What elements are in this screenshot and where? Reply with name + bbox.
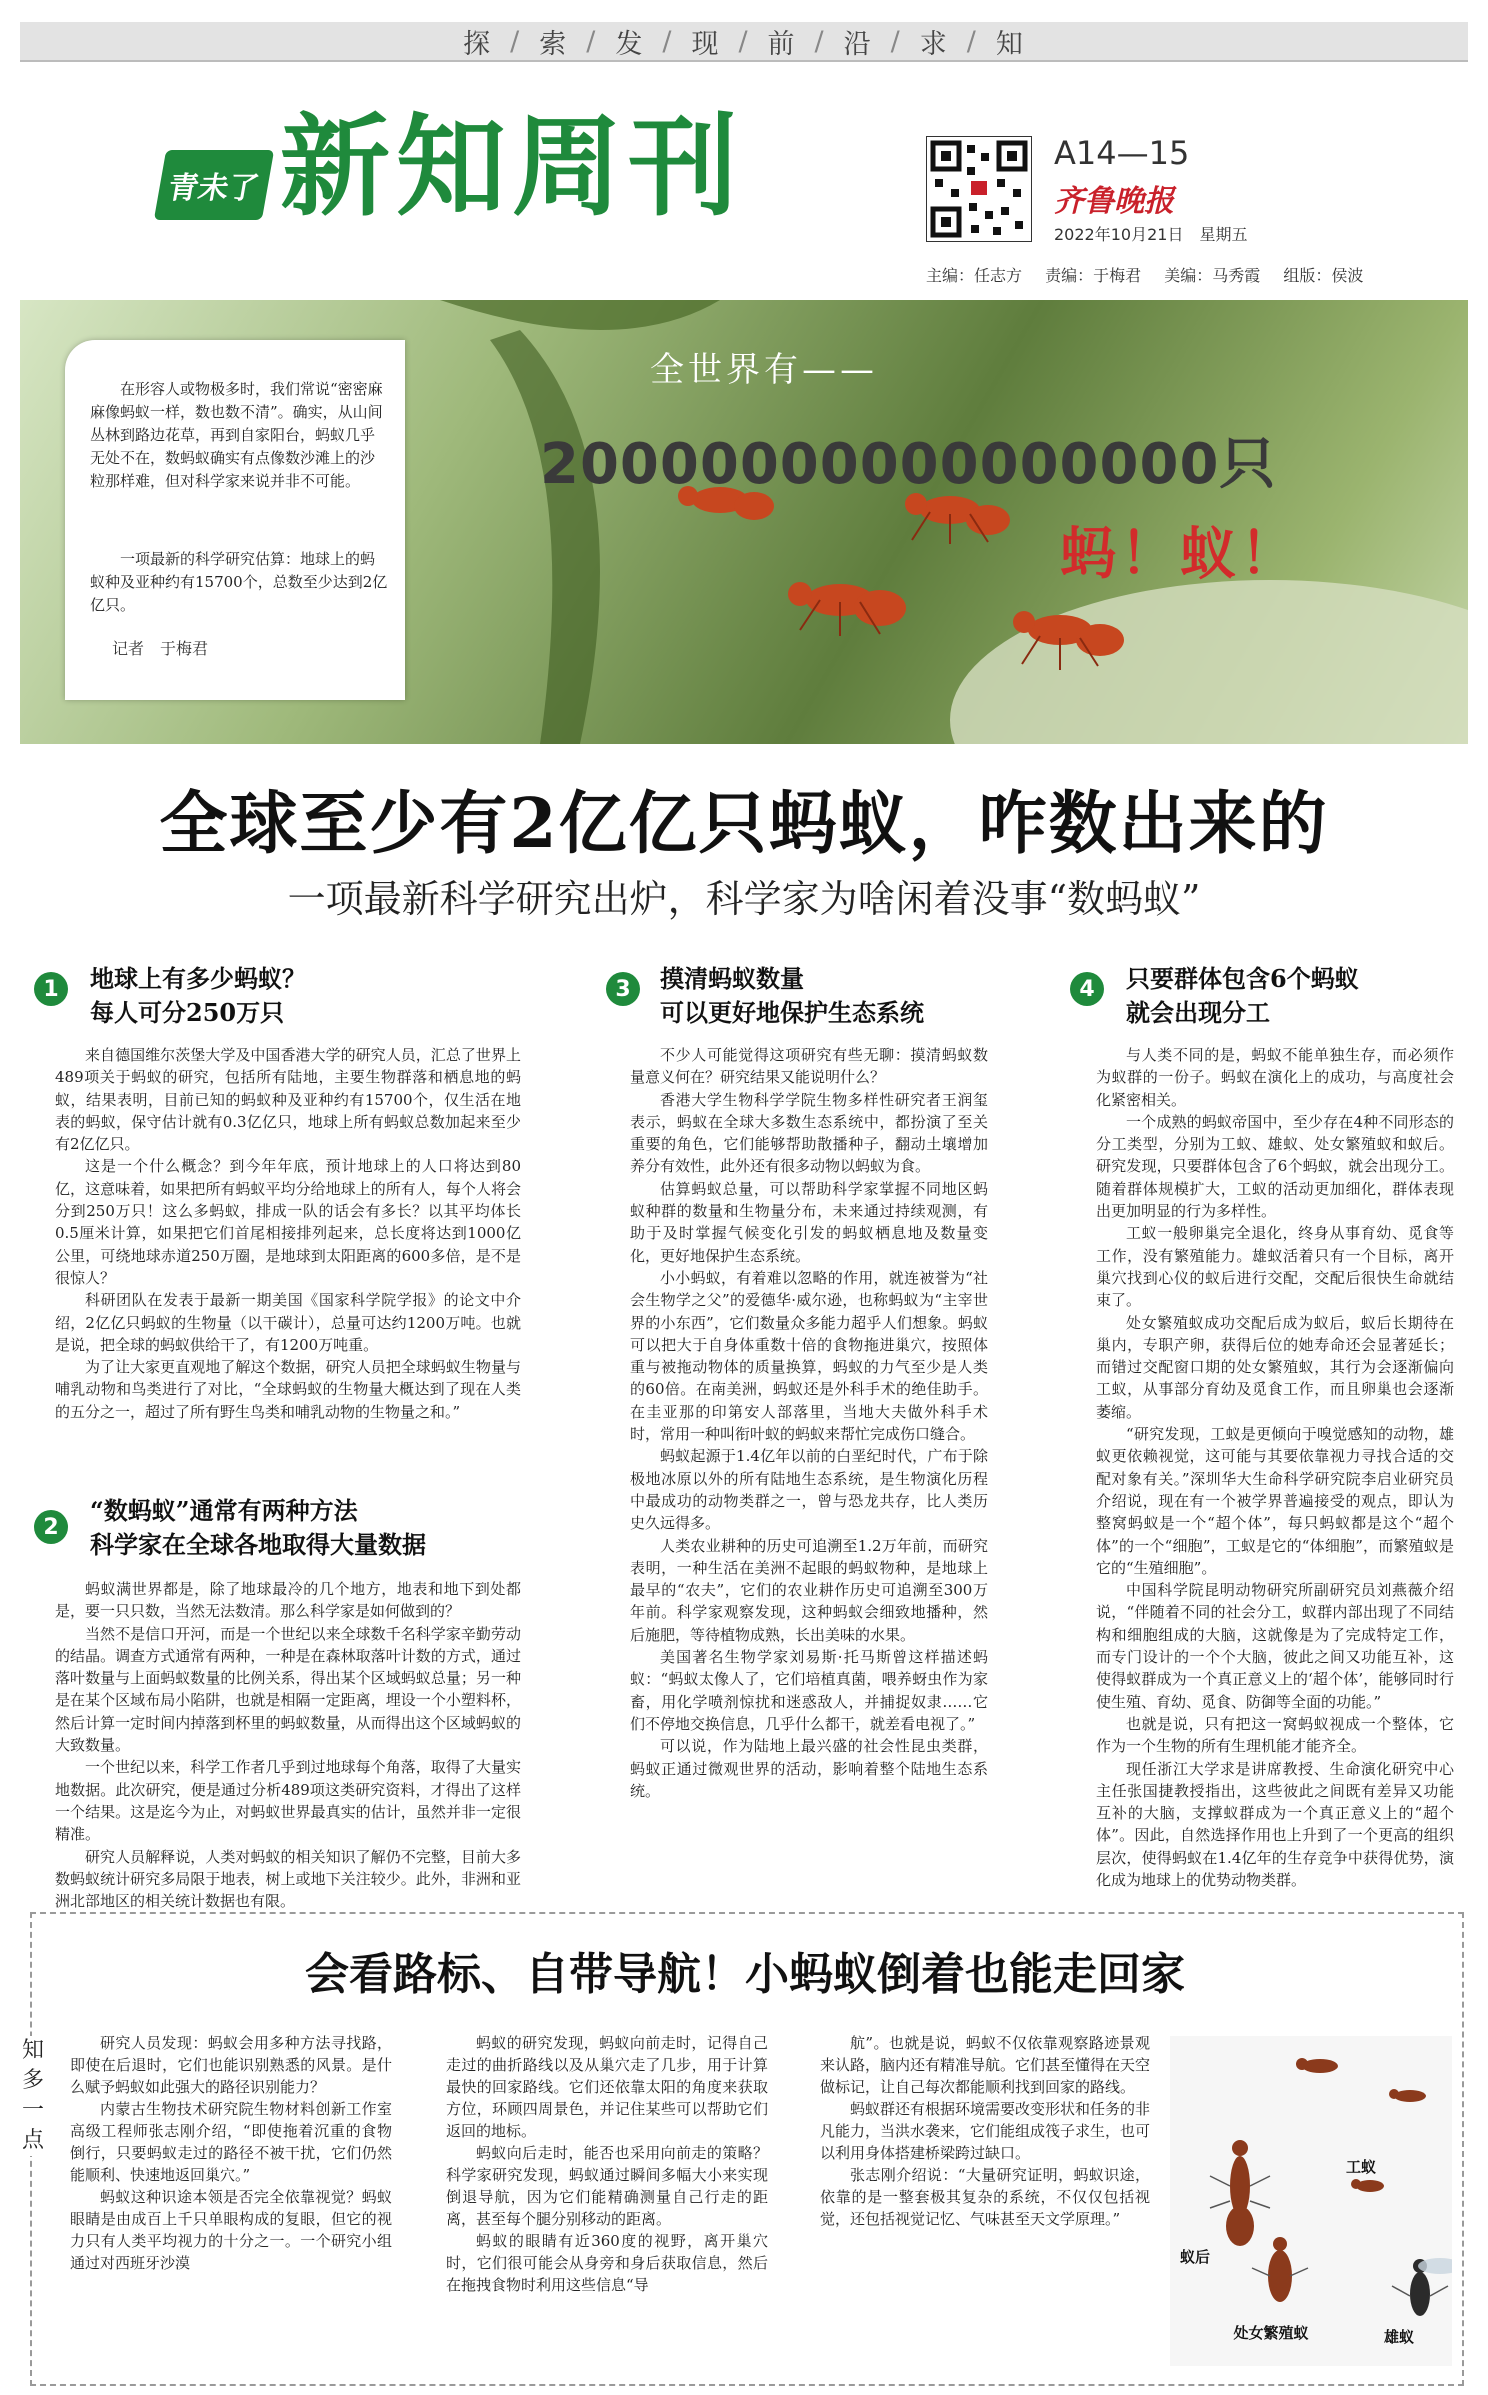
paragraph: 张志刚介绍说：“大量研究证明，蚂蚁识途，依靠的是一整套极其复杂的系统，不仅仅包括视觉，还包括视觉记忆、气味甚至天文学原理。”: [820, 2166, 1150, 2228]
paragraph: 研究人员解释说，人类对蚂蚁的相关知识了解仍不完整，目前大多数蚂蚁统计研究多局限于地表，树上或地下关注较少。此外，非洲和亚洲北部地区的相关统计数据也有限。: [55, 1847, 521, 1911]
paragraph: 与人类不同的是，蚂蚁不能单独生存，而必须作为蚁群的一份子。蚂蚁在演化上的成功，与高度社会化紧密相关。: [1096, 1046, 1454, 1109]
section-title-line: 摸清蚂蚁数量: [660, 964, 804, 993]
box-column: [820, 2032, 1150, 2230]
qr-code-icon[interactable]: [926, 136, 1032, 242]
paragraph: 蚂蚁满世界都是，除了地球最冷的几个地方，地表和地下到处都是，要一只只数，当然无法数清。那么科学家是如何做到的？: [55, 1580, 521, 1621]
issue-date: 2022年10月21日 星期五: [1054, 225, 1248, 244]
paragraph: 航”。也就是说，蚂蚁不仅依靠观察路迹景观来认路，脑内还有精准导航。它们甚至懂得在天空做标记，让自己每次都能顺利找到回家的路线。: [820, 2034, 1151, 2096]
paragraph: 人类农业耕种的历史可追溯至1.2万年前，而研究表明，一种生活在美洲不起眼的蚂蚁物种，是地球上最早的“农夫”，它们的农业耕作历史可追溯至300万年前。科学家观察发现，这种蚂蚁会细致地播种，然后施肥，等待植物成熟，长出美味的水果。: [630, 1536, 988, 1644]
slogan-char: 求: [919, 28, 949, 60]
slogan-char: 前: [767, 28, 797, 60]
paragraph: 蚂蚁向后走时，能否也采用向前走的策略？科学家研究发现，蚂蚁通过瞬间多幅大小来实现倒退导航，因为它们能精确测量自己行走的距离，甚至每个腿分别移动的距离。: [446, 2144, 768, 2228]
section-title-line: 只要群体包含6个蚂蚁: [1126, 964, 1359, 993]
section-body: [55, 1578, 521, 1912]
ant-castes-image: [1170, 2036, 1452, 2366]
paragraph: 蚂蚁的研究发现，蚂蚁向前走时，记得自己走过的曲折路线以及从巢穴走了几步，用于计算最快的回家路线。它们还依靠太阳的角度来获取方位，环顾四周景色，并记住某些可以帮助它们返回的地标。: [446, 2034, 768, 2140]
staff-item: 组版：侯波: [1283, 266, 1364, 285]
section-number: 2: [34, 1510, 68, 1544]
paragraph: 科研团队在发表于最新一期美国《国家科学院学报》的论文中介绍，2亿亿只蚂蚁的生物量（以干碳计），总量可达约1200万吨。也就是说，把全球的蚂蚁供给干了，有1200万吨重。: [55, 1291, 521, 1354]
section-title-line: 地球上有多少蚂蚁？: [90, 964, 306, 993]
section-title-line: 可以更好地保护生态系统: [660, 998, 924, 1027]
hero-number: 20000000000000000只: [540, 432, 1277, 497]
paragraph: 蚂蚁起源于1.4亿年以前的白垩纪时代，广布于除极地冰原以外的所有陆地生态系统，是生物演化历程中最成功的动物类群之一，曾与恐龙共存，比人类历史久远得多。: [630, 1447, 988, 1533]
section-body: [630, 1044, 988, 1802]
intro-paragraph: 在形容人或物极多时，我们常说“密密麻麻像蚂蚁一样，数也数不清”。确实，从山间丛林到路边花草，再到自家阳台，蚂蚁几乎无处不在，数蚂蚁确实有点像数沙滩上的沙粒那样难，但对科学家来说并非不可能。: [90, 380, 383, 490]
section-number: 3: [606, 972, 640, 1006]
hero-exclaim: 蚂！蚁！: [1060, 522, 1300, 587]
paragraph: 内蒙古生物技术研究院生物材料创新工作室高级工程师张志刚介绍，“即使拖着沉重的食物倒行，只要蚂蚁走过的路径不被干扰，它们仍然能顺利、快速地返回巢穴。”: [70, 2100, 392, 2184]
paragraph: 不少人可能觉得这项研究有些无聊：摸清蚂蚁数量意义何在？研究结果又能说明什么？: [630, 1046, 988, 1087]
box-column: [446, 2032, 768, 2296]
paragraph: 蚂蚁这种识途本领是否完全依靠视觉？蚂蚁眼睛是由成百上千只单眼构成的复眼，但它的视力只有人类平均视力的十分之一。一个研究小组通过对西班牙沙漠: [70, 2188, 392, 2272]
paragraph: 美国著名生物学家刘易斯·托马斯曾这样描述蚂蚁：“蚂蚁太像人了，它们培植真菌，喂养蚜虫作为家畜，用化学喷剂惊扰和迷惑敌人，并捕捉奴隶……它们不停地交换信息，几乎什么都干，就差看电视了。”: [630, 1648, 988, 1733]
paragraph: 现任浙江大学求是讲席教授、生命演化研究中心主任张国捷教授指出，这些彼此之间既有差异又功能互补的大脑，支撑蚁群成为一个真正意义上的“超个体”。因此，自然选择作用也上升到了一个更高的组织层次，使得蚂蚁在1.4亿年的生存竞争中获得优势，演化成为地球上的优势动物类群。: [1096, 1759, 1454, 1889]
brand-logo: 青未了: [154, 150, 274, 220]
section-title-line: 科学家在全球各地取得大量数据: [90, 1530, 426, 1559]
ant-label: 蚁后: [1180, 2248, 1211, 2266]
section-title: [660, 962, 924, 1030]
paragraph: 研究人员发现：蚂蚁会用多种方法寻找路，即使在后退时，它们也能识别熟悉的风景。是什么赋予蚂蚁如此强大的路径识别能力？: [70, 2034, 392, 2096]
section-number: 1: [34, 972, 68, 1006]
hero-subtitle: 全世界有——: [650, 350, 878, 390]
ant-label: 处女繁殖蚁: [1233, 2324, 1309, 2342]
sub-headline: 一项最新科学研究出炉，科学家为啥闲着没事“数蚂蚁”: [287, 877, 1201, 921]
staff-item: 责编：于梅君: [1045, 266, 1142, 285]
ant-label: 工蚁: [1346, 2158, 1377, 2176]
slogan-char: 发: [615, 28, 645, 60]
section-body: [55, 1044, 521, 1423]
paragraph: 蚂蚁群还有根据环境需要改变形状和任务的非凡能力，当洪水袭来，它们能组成筏子求生，也可以利用身体搭建桥梁跨过缺口。: [820, 2100, 1151, 2162]
paragraph: 来自德国维尔茨堡大学及中国香港大学的研究人员，汇总了世界上489项关于蚂蚁的研究，包括所有陆地，主要生物群落和栖息地的蚂蚁，结果表明，目前已知的蚂蚁种及亚种约有15700个，仅生活在地表的蚂蚁，保守估计就有0.3亿亿只，地球上所有蚂蚁总数加起来至少有2亿亿只。: [55, 1046, 521, 1154]
paragraph: 可以说，作为陆地上最兴盛的社会性昆虫类群，蚂蚁正通过微观世界的活动，影响着整个陆地生态系统。: [630, 1737, 988, 1800]
masthead-title: 新知周刊: [280, 103, 744, 231]
slogan-char: 索: [539, 28, 569, 60]
paragraph: 也就是说，只有把这一窝蚂蚁视成一个整体，它作为一个生物的所有生理机能才能齐全。: [1096, 1714, 1454, 1756]
section-title-line: “数蚂蚁”通常有两种方法: [90, 1496, 358, 1525]
newspaper-name: 齐鲁晚报: [1054, 184, 1174, 219]
paragraph: 小小蚂蚁，有着难以忽略的作用，就连被誉为“社会生物学之父”的爱德华·威尔逊，也称蚂蚁为“主宰世界的小东西”，它们数量众多能力超乎人们想象。蚂蚁可以把大于自身体重数十倍的食物拖进巢穴，按照体重与被拖动物体的质量换算，蚂蚁的力气至少是人类的60倍。在南美洲，蚂蚁还是外科手术的绝佳助手。在圭亚那的印第安人部落里，当地大夫做外科手术时，常用一种叫衔叶蚁的蚂蚁来帮忙完成伤口缝合。: [630, 1268, 988, 1444]
paragraph: 蚂蚁的眼睛有近360度的视野，离开巢穴时，它们很可能会从身旁和身后获取信息，然后在拖拽食物时利用这些信息“导: [446, 2232, 768, 2294]
paragraph: 估算蚂蚁总量，可以帮助科学家掌握不同地区蚂蚁种群的数量和生物量分布，未来通过持续观测，有助于及时掌握气候变化引发的蚂蚁栖息地及数量变化，更好地保护生态系统。: [630, 1179, 988, 1265]
section-number: 4: [1070, 972, 1104, 1006]
reporter-byline: 记者 于梅君: [112, 639, 209, 658]
side-tag: 知多一点: [18, 2036, 48, 2156]
staff-item: 主编：任志方: [926, 266, 1023, 285]
staff-item: 美编：马秀霞: [1164, 266, 1261, 285]
paragraph: 工蚁一般卵巢完全退化，终身从事育幼、觅食等工作，没有繁殖能力。雄蚁活着只有一个目标，离开巢穴找到心仪的蚁后进行交配，交配后很快生命就结束了。: [1096, 1224, 1454, 1310]
paragraph: “研究发现，工蚁是更倾向于嗅觉感知的动物，雄蚁更依赖视觉，这可能与其要依靠视力寻找合适的交配对象有关。”深圳华大生命科学研究院李启业研究员介绍说，现在有一个被学界普遍接受的观点，即认为整窝蚂蚁是一个“超个体”，每只蚂蚁都是这个“超个体”的一个“细胞”，工蚁是它的“体细胞”，而繁殖蚁是它的“生殖细胞”。: [1096, 1425, 1454, 1577]
ant-label: 雄蚁: [1384, 2328, 1415, 2346]
section-title: [1126, 962, 1359, 1030]
paragraph: 一个世纪以来，科学工作者几乎到过地球每个角落，取得了大量实地数据。此次研究，便是通过分析489项这类研究资料，才得出了这样一个结果。这是迄今为止，对蚂蚁世界最真实的估计，虽然并非一定很精准。: [55, 1758, 521, 1844]
main-headline: 全球至少有2亿亿只蚂蚁，咋数出来的: [159, 784, 1329, 864]
slogan-char: 沿: [843, 28, 873, 60]
paragraph: 当然不是信口开河，而是一个世纪以来全球数千名科学家辛勤劳动的结晶。调查方式通常有两种，一种是在森林取落叶计数的方式，通过落叶数量与上面蚂蚁数量的比例关系，得出某个区域蚂蚁总量；另一种是在某个区域布局小陷阱，也就是相隔一定距离，埋设一个小塑料杯，然后计算一定时间内掉落到杯里的蚂蚁数量，从而得出这个区域蚂蚁的大致数量。: [55, 1624, 521, 1755]
paragraph: 中国科学院昆明动物研究所副研究员刘燕薇介绍说，“伴随着不同的社会分工，蚁群内部出现了不同结构和细胞组成的大脑，这就像是为了完成特定工作，而专门设计的一个个大脑，彼此之间又功能互补，这使得蚁群成为一个真正意义上的‘超个体’，能够同时行使生殖、育幼、觅食、防御等全面的功能。”: [1096, 1581, 1454, 1711]
slogan-char: 现: [691, 28, 721, 60]
paragraph: 这是一个什么概念？到今年年底，预计地球上的人口将达到80亿，这意味着，如果把所有蚂蚁平均分给地球上的所有人，每个人将会分到250万只！这么多蚂蚁，排成一队的话会有多长？以其平均体长0.5厘米计算，如果把它们首尾相接排列起来，总长度将达到1000亿公里，可绕地球赤道250万圈，是地球到太阳距离的600多倍，是不是很惊人？: [55, 1157, 521, 1287]
section-title: [90, 962, 306, 1030]
box-column: [70, 2032, 392, 2274]
staff-credits: [926, 263, 1381, 286]
page-number: A14—15: [1054, 134, 1190, 172]
intro-paragraph: 一项最新的科学研究估算：地球上的蚂蚁种及亚种约有15700个，总数至少达到2亿亿只。: [90, 550, 388, 614]
slogan-char: 知: [995, 28, 1025, 60]
slogan-bar: 探 / 索 / 发 / 现 / 前 / 沿 / 求 / 知: [20, 22, 1468, 62]
section-title-line: 就会出现分工: [1126, 998, 1270, 1027]
section-title: [90, 1494, 426, 1562]
paragraph: 为了让大家更直观地了解这个数据，研究人员把全球蚂蚁生物量与哺乳动物和鸟类进行了对比，“全球蚂蚁的生物量大概达到了现在人类的五分之一，超过了所有野生鸟类和哺乳动物的生物量之和。”: [55, 1358, 521, 1421]
box-title: 会看路标、自带导航！小蚂蚁倒着也能走回家: [305, 1949, 1185, 2000]
section-title-line: 每人可分250万只: [90, 998, 285, 1027]
slogan-char: 探: [463, 28, 493, 60]
paragraph: 香港大学生物科学学院生物多样性研究者王润玺表示，蚂蚁在全球大多数生态系统中，都扮演了至关重要的角色，它们能够帮助散播种子，翻动土壤增加养分有效性，此外还有很多动物以蚂蚁为食。: [630, 1090, 988, 1176]
paragraph: 一个成熟的蚂蚁帝国中，至少存在4种不同形态的分工类型，分别为工蚁、雄蚁、处女繁殖蚁和蚁后。研究发现，只要群体包含了6个蚂蚁，就会出现分工。随着群体规模扩大，工蚁的活动更加细化，群体表现出更加明显的行为多样性。: [1096, 1112, 1454, 1221]
paragraph: 处女繁殖蚁成功交配后成为蚁后，蚁后长期待在巢内，专职产卵，获得后位的她寿命还会显著延长；而错过交配窗口期的处女繁殖蚁，其行为会逐渐偏向工蚁，从事部分育幼及觅食工作，而且卵巢也会逐渐萎缩。: [1096, 1313, 1454, 1421]
section-body: [1096, 1044, 1454, 1891]
